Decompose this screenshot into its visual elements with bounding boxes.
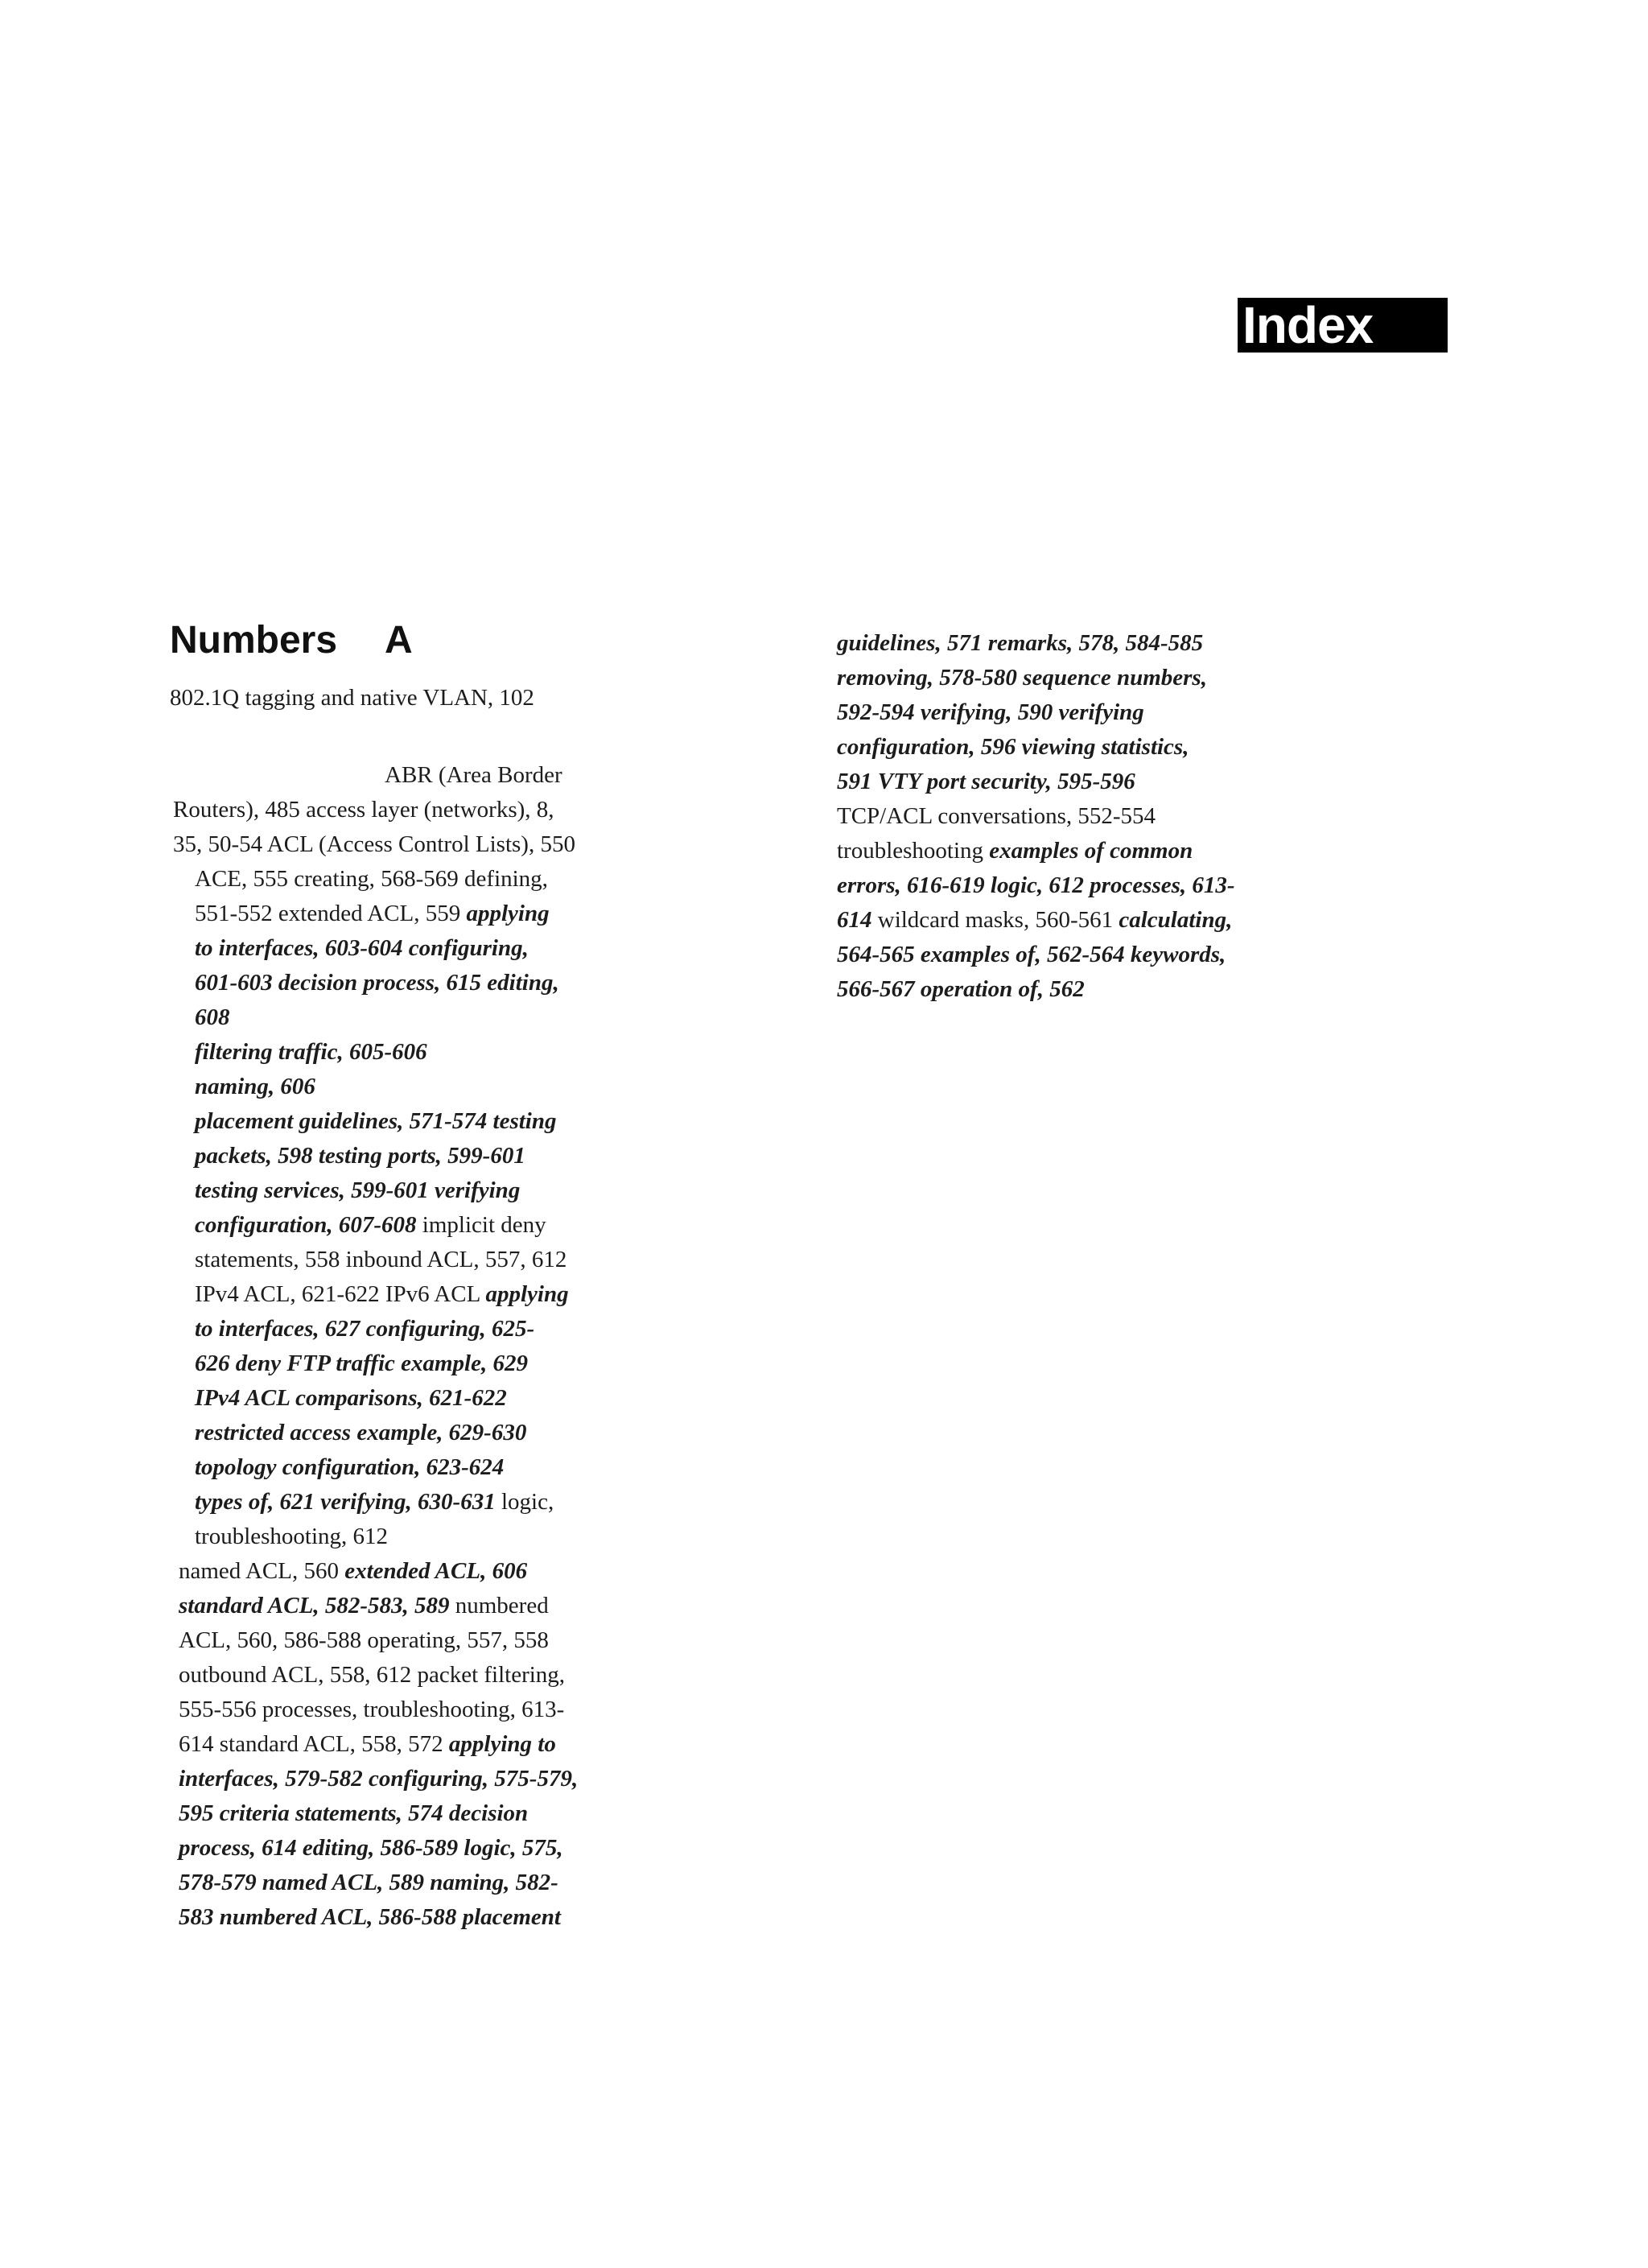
index-subentry-text: applying to [448, 1731, 556, 1757]
index-subentry-text: testing services, 599-601 verifying [195, 1177, 521, 1203]
index-entry-text: troubleshooting, 612 [195, 1524, 389, 1549]
index-subentry-text: examples of common [989, 838, 1193, 864]
index-entry-line [179, 1727, 556, 1762]
index-entry-line [179, 1623, 549, 1658]
index-subentry-text: standard ACL, 582-583, 589 [179, 1593, 450, 1619]
index-subentry-text: 592-594 verifying, 590 verifying [837, 699, 1144, 725]
index-entry-line [195, 1450, 504, 1485]
index-entry-text: TCP/ACL conversations, 552-554 [837, 803, 1156, 829]
index-subentry-text: filtering traffic, 605-606 [195, 1039, 427, 1065]
index-entry-line [195, 1243, 566, 1277]
index-subentry-text: restricted access example, 629-630 [195, 1420, 527, 1445]
index-entry-line [173, 793, 554, 827]
index-subentry-text: naming, 606 [195, 1074, 315, 1099]
index-entry-text: 35, 50-54 ACL (Access Control Lists), 550 [173, 831, 575, 857]
index-entry-line [195, 1346, 528, 1381]
index-entry-line [837, 765, 1135, 799]
index-subentry-text: errors, 616-619 logic, 612 processes, 613- [837, 872, 1235, 898]
index-entry-text: 551-552 extended ACL, 559 [195, 901, 467, 926]
index-entry-line [195, 1139, 525, 1173]
index-entry-text: IPv4 ACL, 621-622 IPv6 ACL [195, 1281, 486, 1307]
index-subentry-text: types of, 621 verifying, 630-631 [195, 1489, 496, 1515]
index-subentry-text: calculating, [1119, 907, 1233, 933]
index-entry-text: named ACL, 560 [179, 1558, 345, 1584]
index-entry-line [837, 626, 1203, 661]
index-entry-line [179, 1658, 565, 1693]
section-heading-a: A [385, 619, 413, 662]
index-entry-text: numbered [449, 1593, 549, 1619]
index-subentry-text: IPv4 ACL comparisons, 621-622 [195, 1385, 507, 1411]
index-entry-line [195, 1381, 507, 1416]
index-entry-text: ACE, 555 creating, 568-569 defining, [195, 866, 548, 892]
index-subentry-text: removing, 578-580 sequence numbers, [837, 665, 1207, 691]
index-entry-line [195, 1485, 554, 1520]
index-entry-text: implicit deny [416, 1212, 546, 1238]
index-entry-line [179, 1831, 563, 1866]
index-entry-line [195, 1416, 526, 1450]
index-entry-line [837, 972, 1085, 1007]
index-entry-line [195, 1312, 534, 1346]
index-entry-text: outbound ACL, 558, 612 packet filtering, [179, 1662, 566, 1688]
index-entry-text: troubleshooting [837, 838, 990, 864]
index-subentry-text: 608 [195, 1004, 230, 1030]
index-entry-line [195, 1208, 546, 1243]
index-subentry-text: applying [485, 1281, 569, 1307]
index-subentry-text: process, 614 editing, 586-589 logic, 575, [179, 1835, 563, 1861]
index-subentry-text: 614 [837, 907, 872, 933]
index-entry-text: 555-556 processes, troubleshooting, 613- [179, 1697, 565, 1722]
index-subentry-text: placement guidelines, 571-574 testing [195, 1108, 557, 1134]
index-entry-line [195, 1035, 427, 1070]
index-entry-line [170, 681, 534, 715]
index-subentry-text: 583 numbered ACL, 586-588 placement [179, 1904, 561, 1930]
index-entry-line [837, 661, 1207, 695]
index-subentry-text: 564-565 examples of, 562-564 keywords, [837, 942, 1226, 967]
index-entry-text: ABR (Area Border [385, 762, 562, 788]
index-entry-line [179, 1554, 527, 1589]
index-entry-text: logic, [495, 1489, 554, 1515]
index-entry-line [837, 695, 1144, 730]
index-entry-line [179, 1900, 561, 1935]
index-entry-line [195, 1000, 230, 1035]
index-subentry-text: 591 VTY port security, 595-596 [837, 769, 1135, 794]
index-entry-line [179, 1866, 558, 1900]
index-entry-text: statements, 558 inbound ACL, 557, 612 [195, 1247, 567, 1272]
index-entry-line [385, 758, 562, 793]
index-subentry-text: applying [466, 901, 550, 926]
index-entry-line [195, 897, 550, 931]
index-entry-line [195, 1104, 557, 1139]
index-entry-line [179, 1693, 564, 1727]
index-subentry-text: 578-579 named ACL, 589 naming, 582- [179, 1870, 558, 1895]
index-entry-line [837, 799, 1156, 834]
index-subentry-text: 626 deny FTP traffic example, 629 [195, 1350, 528, 1376]
index-subentry-text: extended ACL, 606 [344, 1558, 528, 1584]
index-subentry-text: 601-603 decision process, 615 editing, [195, 970, 559, 996]
index-entry-line [837, 938, 1226, 972]
index-entry-line [195, 1173, 520, 1208]
index-entry-line [837, 868, 1235, 903]
index-title-badge: Index [1238, 298, 1448, 353]
index-subentry-text: to interfaces, 603-604 configuring, [195, 935, 529, 961]
index-entry-text: Routers), 485 access layer (networks), 8, [173, 797, 554, 823]
index-entry-line [837, 834, 1193, 868]
index-entry-line [195, 966, 559, 1000]
index-entry-line [195, 1520, 388, 1554]
index-subentry-text: guidelines, 571 remarks, 578, 584-585 [837, 630, 1204, 656]
index-entry-text: wildcard masks, 560-561 [871, 907, 1119, 933]
index-subentry-text: configuration, 596 viewing statistics, [837, 734, 1189, 760]
index-subentry-text: topology configuration, 623-624 [195, 1454, 505, 1480]
index-entry-text: 802.1Q tagging and native VLAN, 102 [170, 685, 534, 711]
index-entry-line [195, 1277, 569, 1312]
index-entry-line [837, 903, 1232, 938]
index-entry-text: ACL, 560, 586-588 operating, 557, 558 [179, 1627, 549, 1653]
index-subentry-text: packets, 598 testing ports, 599-601 [195, 1143, 525, 1169]
index-subentry-text: interfaces, 579-582 configuring, 575-579, [179, 1766, 579, 1792]
index-entry-line [173, 827, 575, 862]
index-entry-line [179, 1762, 578, 1796]
index-entry-line [179, 1796, 528, 1831]
index-subentry-text: configuration, 607-608 [195, 1212, 417, 1238]
index-entry-text: 614 standard ACL, 558, 572 [179, 1731, 449, 1757]
section-heading-numbers: Numbers [170, 619, 338, 662]
index-entry-line [837, 730, 1189, 765]
index-subentry-text: to interfaces, 627 configuring, 625- [195, 1316, 535, 1342]
index-entry-line [195, 931, 529, 966]
index-subentry-text: 566-567 operation of, 562 [837, 976, 1085, 1002]
index-entry-line [195, 1070, 315, 1104]
index-subentry-text: 595 criteria statements, 574 decision [179, 1800, 529, 1826]
index-entry-line [195, 862, 548, 897]
index-entry-line [179, 1589, 549, 1623]
